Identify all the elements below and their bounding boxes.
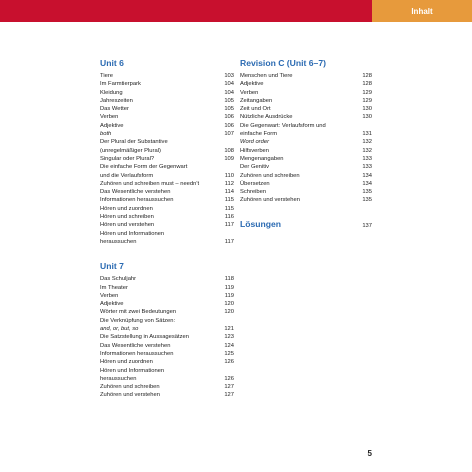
toc-entry [100,292,234,300]
toc-entry-title: Das Wesentliche verstehen [100,189,171,196]
toc-entry-title: Verben [240,89,259,96]
toc-entry-title: Hören und Informationen [100,230,165,237]
toc-entry [100,155,234,163]
toc-entry [100,147,234,155]
toc-entry [100,105,234,113]
toc-entry-title: Die Gegenwart: Verlaufsform und [240,122,326,129]
toc-entry-title: Zuhören und verstehen [100,392,160,399]
toc-entry [100,89,234,97]
toc-entry-page: 106 [224,122,234,129]
toc-entry-page: 132 [362,139,372,146]
toc-entry-title: und die Verlaufsform [100,172,154,179]
toc-entry-title: Adjektive [240,81,264,88]
left-column [100,58,234,400]
toc-entry-page: 120 [224,301,234,308]
toc-entry [100,325,234,333]
toc-entry-title: einfache Form [240,131,278,138]
toc-entry-page: 114 [224,189,234,196]
loesungen-title: Lösungen [240,218,282,229]
toc-entry [100,97,234,105]
toc-entry-title: Tiere [100,73,113,79]
toc-entry-page: 134 [362,180,372,187]
toc-entry [100,205,234,213]
unit6-heading: Unit 6 [100,58,124,68]
toc-entry-title: Zuhören und schreiben [240,172,300,179]
toc-entry-title: Kleidung [100,89,123,96]
toc-entry-title: Adjektive [100,301,124,308]
toc-entry-page: 130 [362,106,372,113]
toc-entry [240,122,372,130]
toc-entry-title: Zeitangaben [240,97,273,104]
revision-heading: Revision C (Unit 6–7) [240,58,326,68]
toc-entry [240,72,372,80]
toc-entry [240,147,372,155]
toc-entry-page: 103 [224,73,234,79]
toc-entry-page: 119 [224,292,234,299]
toc-entry-page: 133 [362,155,372,162]
toc-entry-page: 127 [224,384,234,391]
toc-entry-title: Zeit und Ort [240,106,271,113]
toc-entry-page: 135 [362,197,372,204]
toc-entry [100,113,234,121]
unit6-list [100,72,234,246]
toc-entry [240,172,372,180]
toc-entry [100,300,234,308]
toc-entry [100,317,234,325]
toc-entry [240,138,372,146]
toc-entry-page: 115 [224,205,234,212]
toc-entry-title: Hören und Informationen [100,367,165,374]
toc-entry-title: heraussuchen [100,375,137,382]
toc-entry-page: 118 [224,276,234,283]
toc-entry-title: Jahreszeiten [100,97,133,104]
toc-entry-page: 117 [224,222,234,229]
toc-entry-page: 112 [224,180,234,187]
toc-entry-page: 104 [224,81,234,88]
toc-entry-title: Adjektive [100,122,124,129]
toc-entry [240,97,372,105]
toc-entry-title: Verben [100,114,119,121]
toc-entry [100,80,234,88]
revision-list [240,72,372,205]
toc-entry [100,308,234,316]
toc-entry-title: Die Verknüpfung von Sätzen: [100,317,176,324]
toc-entry-title: and, or, but, so [100,326,139,333]
page-number: 5 [367,449,372,458]
toc-entry-title: Das Schuljahr [100,276,137,283]
toc-entry-page: 105 [224,106,234,113]
toc-entry [240,130,372,138]
toc-entry [240,89,372,97]
toc-entry-page: 130 [362,114,372,121]
toc-entry-title: Hören und zuordnen [100,205,153,212]
toc-entry-page: 104 [224,89,234,96]
section-tab[interactable]: Inhalt [372,0,472,22]
toc-entry [240,188,372,196]
toc-entry-title: Menschen und Tiere [240,73,293,79]
toc-entry [100,122,234,130]
toc-entry [240,163,372,171]
toc-entry-title: Informationen heraussuchen [100,197,174,204]
unit7-heading: Unit 7 [100,261,124,272]
toc-entry [100,72,234,80]
toc-entry [100,196,234,204]
toc-entry-page: 129 [362,97,372,104]
toc-entry-title: Der Plural der Substantive [100,139,168,146]
toc-entry-title: Hilfsverben [240,147,269,154]
toc-entry-title: Zuhören und schreiben [100,384,160,391]
toc-entry-page: 107 [224,131,234,138]
toc-entry-page: 131 [362,131,372,138]
loesungen-page: 137 [362,222,372,229]
toc-entry-page: 128 [362,73,372,79]
toc-entry [100,358,234,366]
toc-entry-page: 108 [224,147,234,154]
toc-entry-title: (unregelmäßiger Plural) [100,147,161,154]
toc-entry-page: 116 [224,214,234,221]
toc-entry-page: 127 [224,392,234,399]
toc-entry [100,350,234,358]
toc-entry [100,230,234,238]
toc-entry-title: Hören und verstehen [100,222,155,229]
toc-entry-page: 123 [224,334,234,341]
toc-entry-title: Zuhören und schreiben must – needn't [100,180,200,187]
toc-entry-page: 105 [224,97,234,104]
toc-entry-title: Im Farmtierpark [100,81,141,88]
right-column [240,58,372,229]
spacer [100,246,234,261]
toc-entry [240,105,372,113]
toc-entry-page: 121 [224,326,234,333]
loesungen-entry [240,219,372,229]
toc-entry [100,130,234,138]
toc-entry-page: 117 [224,238,234,245]
toc-entry-page: 129 [362,89,372,96]
toc-entry-title: Singular oder Plural? [100,155,155,162]
toc-entry [240,180,372,188]
toc-entry-title: Das Wesentliche verstehen [100,342,171,349]
toc-entry-page: 126 [224,375,234,382]
toc-entry [100,391,234,399]
toc-entry-title: Die Satzstellung in Aussagesätzen [100,334,189,341]
toc-entry [100,375,234,383]
toc-entry-title: Übersetzen [240,180,270,187]
toc-entry-title: Das Wetter [100,106,129,113]
toc-entry-title: Schreiben [240,189,267,196]
toc-entry-title: Zuhören und verstehen [240,197,300,204]
toc-entry [240,80,372,88]
toc-entry [100,238,234,246]
toc-entry-page: 124 [224,342,234,349]
toc-entry [240,155,372,163]
toc-entry-page: 135 [362,189,372,196]
toc-entry-page: 115 [224,197,234,204]
toc-entry [100,163,234,171]
toc-entry [100,213,234,221]
toc-entry-page: 134 [362,172,372,179]
toc-entry-page: 120 [224,309,234,316]
toc-entry [100,333,234,341]
toc-entry-page: 125 [224,350,234,357]
toc-entry-title: Die einfache Form der Gegenwart [100,164,188,171]
toc-entry-page: 110 [224,172,234,179]
toc-entry-title: both [100,131,112,138]
toc-entry-page: 132 [362,147,372,154]
toc-entry [100,367,234,375]
toc-entry-title: Der Genitiv [240,164,269,171]
toc-entry-page: 119 [224,284,234,291]
toc-entry [100,383,234,391]
toc-entry [100,138,234,146]
toc-entry-title: Mengenangaben [240,155,284,162]
top-banner [0,0,472,22]
toc-entry [240,196,372,204]
toc-entry-title: Nützliche Ausdrücke [240,114,293,121]
toc-entry-title: Hören und zuordnen [100,359,153,366]
toc-entry-title: Word order [240,139,269,146]
toc-entry-page: 133 [362,164,372,171]
toc-entry [100,221,234,229]
toc-entry-page: 126 [224,359,234,366]
toc-entry [100,172,234,180]
toc-entry-title: Hören und schreiben [100,214,154,221]
toc-entry [100,180,234,188]
toc-entry-title: Informationen heraussuchen [100,350,174,357]
toc-entry-title: Im Theater [100,284,128,291]
toc-entry [240,113,372,121]
toc-entry-title: Verben [100,292,119,299]
toc-entry-title: heraussuchen [100,238,137,245]
toc-entry-page: 128 [362,81,372,88]
unit7-list [100,275,234,399]
toc-entry-page: 106 [224,114,234,121]
toc-entry [100,188,234,196]
toc-entry [100,342,234,350]
toc-entry [100,284,234,292]
toc-entry [100,275,234,283]
toc-entry-title: Wörter mit zwei Bedeutungen [100,309,177,316]
toc-entry-page: 109 [224,155,234,162]
